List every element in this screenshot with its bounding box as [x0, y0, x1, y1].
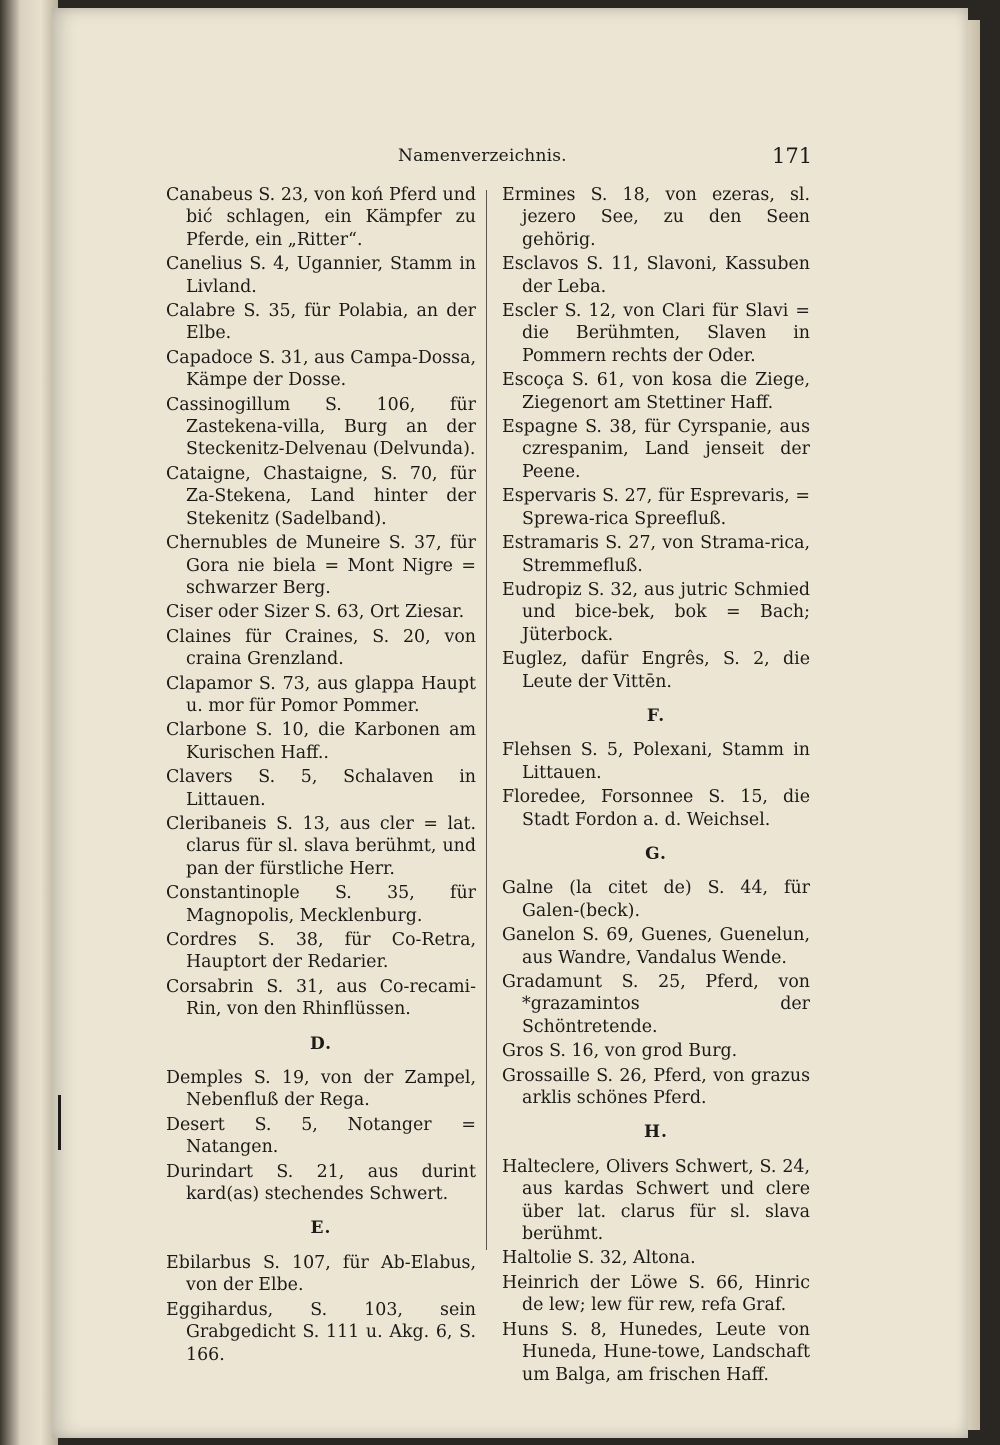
index-entry: Esclavos S. 11, Slavoni, Kassuben der Leba. [502, 254, 810, 297]
margin-mark [58, 1095, 61, 1150]
index-entry: Ebilarbus S. 107, für Ab-Elabus, von der Elbe. [166, 1252, 476, 1296]
index-entry: Eggihardus, S. 103, sein Grabgedicht S. 111 u. Akg. 6, S. 166. [166, 1299, 476, 1365]
index-entry: Floredee, Forsonnee S. 15, die Stadt Fordon a. d. Weichsel. [502, 787, 810, 830]
index-entry: Heinrich der Löwe S. 66, Hinric de lew; lew für rew, refa Graf. [502, 1272, 810, 1316]
index-entry: Corsabrin S. 31, aus Co-recami-Rin, von den Rhinflüssen. [166, 976, 476, 1020]
index-entry: Gradamunt S. 25, Pferd, von *grazamintos der Schöntretende. [502, 972, 810, 1037]
index-entry: Clarbone S. 10, die Karbonen am Kurischen Haff.. [166, 720, 476, 763]
index-entry: Espervaris S. 27, für Esprevaris, = Sprewa-rica Spreefluß. [502, 486, 810, 529]
index-entry: Ciser oder Sizer S. 63, Ort Ziesar. [166, 602, 465, 623]
index-entry: Estramaris S. 27, von Strama-rica, Stremmefluß. [502, 533, 810, 576]
index-entry: Grossaille S. 26, Pferd, von grazus arklis schönes Pferd. [502, 1065, 810, 1109]
index-entry: Escoça S. 61, von kosa die Ziege, Ziegenort am Stettiner Haff. [502, 370, 810, 413]
column-divider [486, 190, 487, 1250]
page-number: 171 [772, 144, 813, 168]
index-entry: Durindart S. 21, aus durint kard(as) stechendes Schwert. [166, 1161, 476, 1205]
index-entry: Flehsen S. 5, Polexani, Stamm in Littauen. [502, 740, 810, 783]
index-entry: Halteclere, Olivers Schwert, S. 24, aus kardas Schwert und clere über lat. clarus für sl. slava berühmt. [502, 1156, 810, 1245]
index-entry: Cataigne, Chastaigne, S. 70, für Za-Stekena, Land hinter der Stekenitz (Sadelband). [166, 463, 476, 529]
index-entry: Chernubles de Muneire S. 37, für Gora nie biela = Mont Nigre = schwarzer Berg. [166, 533, 476, 598]
index-entry: Ermines S. 18, von ezeras, sl. jezero See, zu den Seen gehörig. [502, 185, 810, 250]
index-entry: Clapamor S. 73, aus glappa Haupt u. mor für Pomor Pommer. [166, 673, 476, 716]
index-entry: Clavers S. 5, Schalaven in Littauen. [166, 767, 476, 810]
running-header: Namenverzeichnis. [398, 146, 567, 166]
index-entry: Canelius S. 4, Ugannier, Stamm in Livland. [166, 254, 476, 297]
index-entry: Cleribaneis S. 13, aus cler = lat. clarus für sl. slava berühmt, und pan der fürstliche Herr. [166, 813, 476, 879]
index-entry: Claines für Craines, S. 20, von craina Grenzland. [166, 626, 476, 670]
index-entry: Euglez, dafür Engrês, S. 2, die Leute der Vittēn. [502, 649, 810, 692]
index-entry: Calabre S. 35, für Polabia, an der Elbe. [166, 301, 476, 344]
book-spine-edge [0, 0, 58, 1445]
index-entry: Desert S. 5, Notanger = Natangen. [166, 1114, 476, 1158]
section-letter: D. [309, 1033, 333, 1054]
section-letter: G. [645, 843, 667, 864]
index-entry: Cassinogillum S. 106, für Zastekena-villa, Burg an der Steckenitz-Delvenau (Delvunda). [166, 394, 476, 460]
section-letter: E. [310, 1218, 332, 1239]
index-column-right [502, 184, 810, 1388]
index-entry: Cordres S. 38, für Co-Retra, Hauptort der Redarier. [166, 930, 476, 973]
index-entry: Haltolie S. 32, Altona. [502, 1248, 696, 1269]
index-entry: Espagne S. 38, für Cyrspanie, aus czrespanim, Land jenseit der Peene. [502, 417, 810, 482]
index-entry: Ganelon S. 69, Guenes, Guenelun, aus Wandre, Vandalus Wende. [502, 925, 810, 968]
index-entry: Escler S. 12, von Clari für Slavi = die Berühmten, Slaven in Pommern rechts der Oder. [502, 301, 810, 366]
index-entry: Galne (la citet de) S. 44, für Galen-(beck). [502, 878, 810, 921]
index-entry: Constantinople S. 35, für Magnopolis, Mecklenburg. [166, 883, 476, 926]
section-letter: F. [646, 705, 666, 726]
index-entry: Demples S. 19, von der Zampel, Nebenfluß der Rega. [166, 1068, 476, 1111]
index-entry: Capadoce S. 31, aus Campa-Dossa, Kämpe der Dosse. [166, 347, 476, 391]
index-entry: Canabeus S. 23, von koń Pferd und bić schlagen, ein Kämpfer zu Pferde, ein „Ritter“. [166, 185, 476, 250]
index-entry: Eudropiz S. 32, aus jutric Schmied und bice-bek, bok = Bach; Jüterbock. [502, 579, 810, 645]
section-letter: H. [644, 1122, 668, 1143]
index-column-left [166, 184, 476, 1368]
index-entry: Gros S. 16, von grod Burg. [502, 1041, 738, 1062]
page-stack-edge [968, 20, 980, 1430]
index-entry: Huns S. 8, Hunedes, Leute von Huneda, Hune-towe, Landschaft um Balga, am frischen Haff. [502, 1319, 810, 1385]
